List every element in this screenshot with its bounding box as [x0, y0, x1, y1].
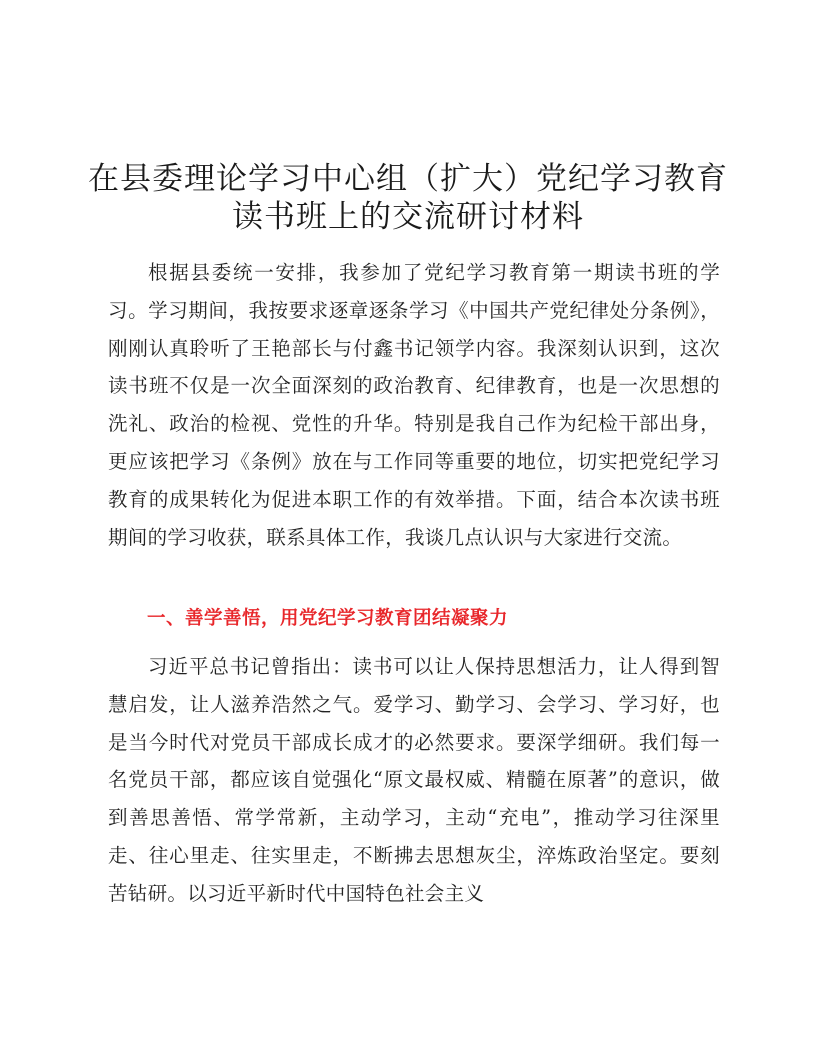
section-heading-1: 一、善学善悟，用党纪学习教育团结凝聚力	[147, 608, 509, 629]
document-title-line-1: 在县委理论学习中心组（扩大）党纪学习教育	[88, 161, 728, 197]
section-1-paragraph: 习近平总书记曾指出：读书可以让人保持思想活力，让人得到智慧启发，让人滋养浩然之气。爱学习、勤学习、会学习、学习好，也是当今时代对党员干部成长成才的必然要求。要深学细研。我们每一名党员干部，都应该自觉强化“原文最权威、精髓在原著”的意识，做到善思善悟、常学常新，主动学习，主动“充电”，推动学习往深里走、往心里走、往实里走，不断拂去思想灰尘，淬炼政治坚定。要刻苦钻研。以习近平新时代中国特色社会主义	[108, 655, 720, 905]
document-title-line-2: 读书班上的交流研讨材料	[232, 199, 584, 235]
intro-paragraph: 根据县委统一安排，我参加了党纪学习教育第一期读书班的学习。学习期间，我按要求逐章逐条学习《中国共产党纪律处分条例》，刚刚认真聆听了王艳部长与付鑫书记领学内容。我深刻认识到，这次读书班不仅是一次全面深刻的政治教育、纪律教育，也是一次思想的洗礼、政治的检视、党性的升华。特别是我自己作为纪检干部出身，更应该把学习《条例》放在与工作同等重要的地位，切实把党纪学习教育的成果转化为促进本职工作的有效举措。下面，结合本次读书班期间的学习收获，联系具体工作，我谈几点认识与大家进行交流。	[108, 261, 720, 549]
